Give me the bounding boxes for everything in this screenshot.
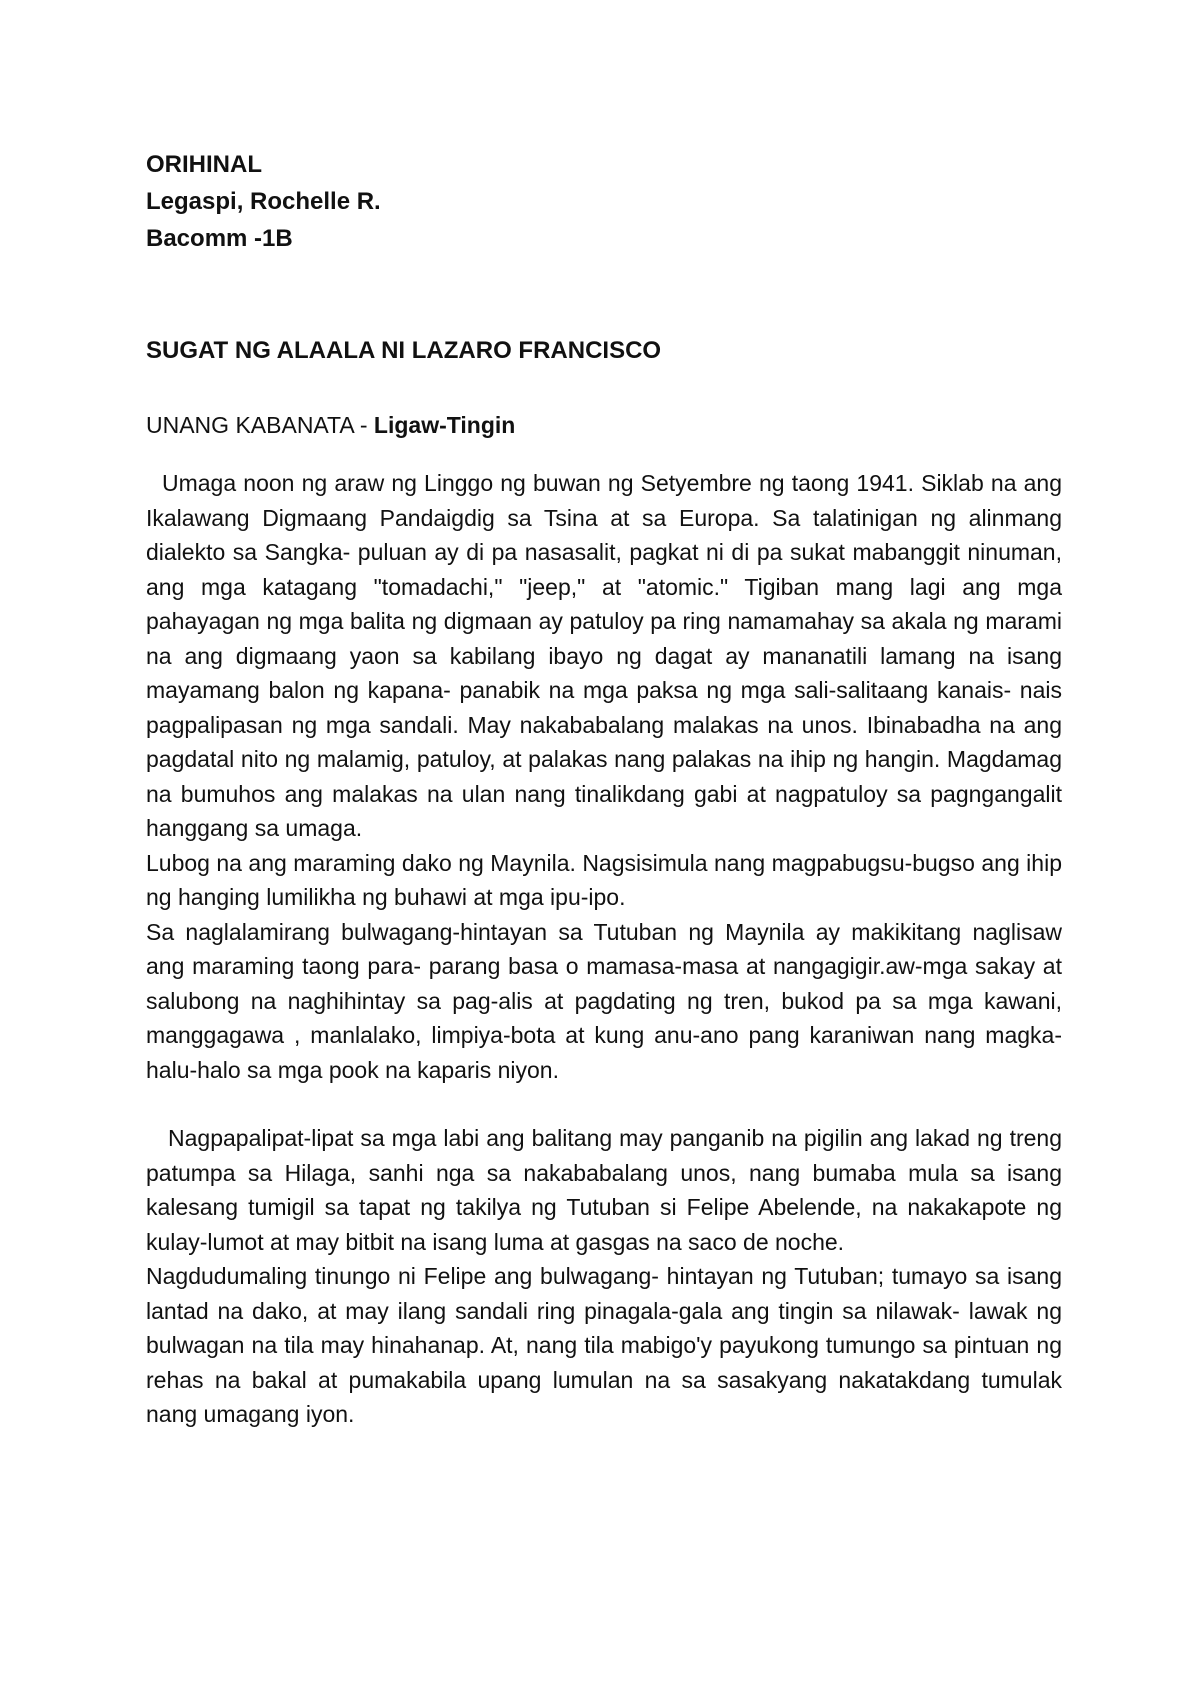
document-content bbox=[146, 146, 1062, 1427]
chapter-heading bbox=[146, 408, 515, 443]
header-author: Legaspi, Rochelle R. bbox=[146, 188, 381, 215]
header-label: ORIHINAL bbox=[146, 151, 262, 178]
chapter-name: Ligaw-Tingin bbox=[373, 412, 516, 438]
chapter-prefix: UNANG KABANATA - bbox=[146, 412, 374, 438]
paragraph: Nagdudumaling tinungo ni Felipe ang bulwagang- hintayan ng Tutuban; tumayo sa isang lantad na dako, at may ilang sandali ring pinagala-gala ang tingin sa nilawak- lawak ng bulwagan na tila may hinahanap. At, nang tila mabigo'y payukong tumungo sa pintuan ng rehas na bakal at pumakabila upang lumulan na sa sasakyang nakatakdang tumulak nang umagang iyon. bbox=[146, 1263, 1062, 1427]
paragraph: Sa naglalamirang bulwagang-hintayan sa Tutuban ng Maynila ay makikitang naglisaw ang maraming taong para- parang basa o mamasa-masa at nangagigir.aw-mga sakay at salubong na naghihintay sa pag-alis at pagdating ng tren, bukod pa sa mga kawani, manggagawa , manlalako, limpiya-bota at kung anu-ano pang karaniwan nang magka- halu-halo sa mga pook na kaparis niyon. bbox=[146, 918, 1062, 1083]
document-title: SUGAT NG ALAALA NI LAZARO FRANCISCO bbox=[146, 337, 662, 364]
paragraph-gap bbox=[146, 1087, 1062, 1121]
paragraph: Umaga noon ng araw ng Linggo ng buwan ng Setyembre ng taong 1941. Siklab na ang Ikalawang Digmaang Pandaigdig sa Tsina at sa Europa. Sa talatinigan ng alinmang dialekto sa Sangka- puluan ay di pa nasasalit, pagkat ni di pa sukat mabanggit ninuman, ang mga katagang "tomadachi," "jeep," at "atomic." Tigiban mang lagi ang mga pahayagan ng mga balita ng digmaan ay patuloy pa ring namamahay sa akala ng marami na ang digmaang yaon sa kabilang ibayo ng dagat ay mananatili lamang na isang mayamang balon ng kapana- panabik na mga paksa ng mga sali-salitaang kanais- nais pagpalipasan ng mga sandali. May nakababalang malakas na unos. Ibinabadha na ang pagdatal nito ng malamig, patuloy, at palakas nang palakas na ihip ng hangin. Magdamag na bumuhos ang malakas na ulan nang tinalikdang gabi at nagpatuloy sa pagngangalit hanggang sa umaga. bbox=[146, 470, 1062, 841]
paragraph: Lubog na ang maraming dako ng Maynila. Nagsisimula nang magpabugsu-bugso ang ihip ng hanging lumilikha ng buhawi at mga ipu-ipo. bbox=[146, 849, 1062, 910]
paragraph: Nagpapalipat-lipat sa mga labi ang balitang may panganib na pigilin ang lakad ng treng patumpa sa Hilaga, sanhi nga sa nakababalang unos, nang bumaba mula sa isang kalesang tumigil sa tapat ng takilya ng Tutuban si Felipe Abelende, na nakakapote ng kulay-lumot at may bitbit na isang luma at gasgas na saco de noche. bbox=[146, 1125, 1062, 1255]
body-text bbox=[146, 466, 1062, 1432]
header-section: Bacomm -1B bbox=[146, 225, 293, 252]
